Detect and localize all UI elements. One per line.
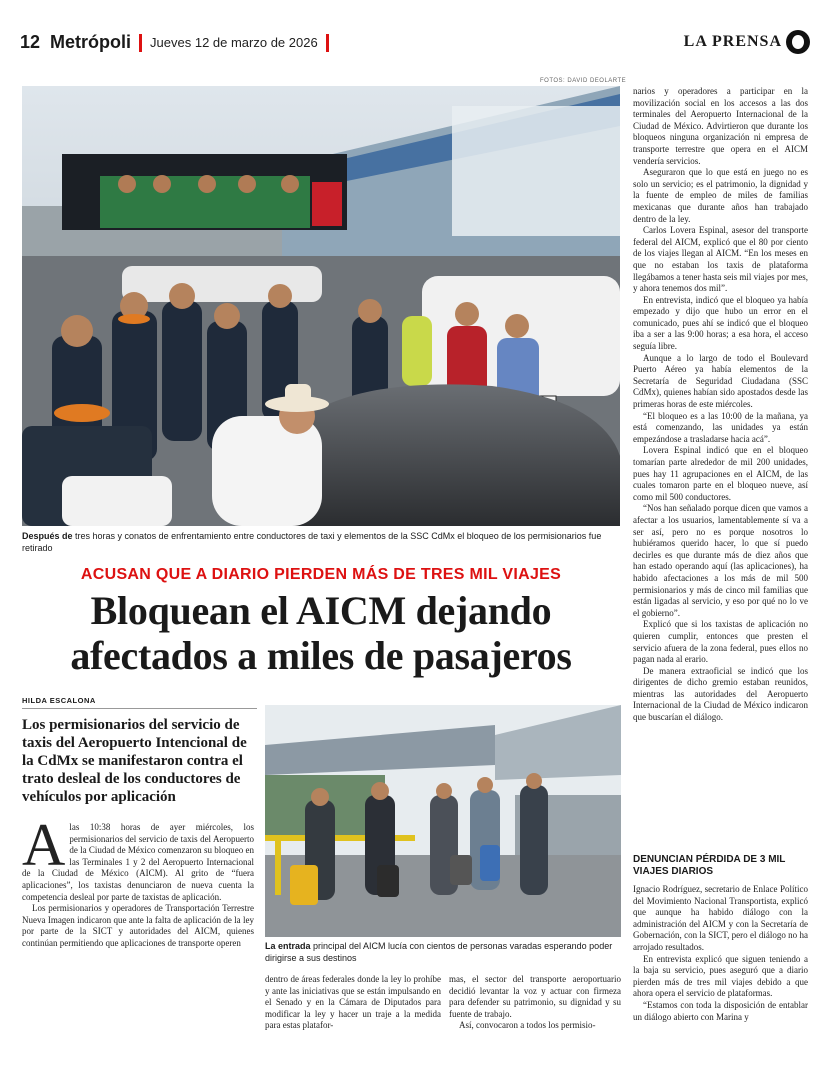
body-paragraph: las 10:38 horas de ayer miércoles, los permisionarios del servicio de taxis del Aeropuerto de la Ciudad de México comenzaron su bloqueo en las Terminales 1 y 2 del Aeropuerto Internacional de la Ciudad de México (AICM). Al grito de “fuera aplicaciones”, los taxistas denunciaron de nueva cuenta la competencia desleal por parte de taxistas de aplicación. xyxy=(22,822,254,902)
masthead-title: LA PRENSA xyxy=(683,33,782,50)
body-paragraph: Explicó que si los taxistas de aplicación no quieren cumplir, entonces que presten el servicio afuera de la zona federal, pues ellos no pagan nada al erario. xyxy=(633,619,808,665)
body-paragraph: Los permisionarios y operadores de Transportación Terrestre Nueva Imagen indicaron que ante la falta de aplicación de la ley por parte de la SICT y autoridades del AICM, quienes continúan permitiendo que aplicaciones de transporte operen xyxy=(22,903,254,948)
kicker: ACUSAN QUE A DIARIO PIERDEN MÁS DE TRES MIL VIAJES xyxy=(80,566,562,583)
body-paragraph: Aunque a lo largo de todo el Boulevard Puerto Aéreo ya había elementos de la Secretaría de Seguridad Ciudadana (SSC CdMx), quienes habían sido apostados desde las primeras horas de este miércoles. xyxy=(633,352,808,410)
byline: HILDA ESCALONA xyxy=(22,696,96,705)
body-paragraph: Aseguraron que lo que está en juego no es solo un servicio; es el patrimonio, la dignidad y la fuente de empleo de miles de familias mexicanas que durante años han trabajado dentro de la ley. xyxy=(633,167,808,224)
byline-rule xyxy=(22,708,257,709)
body-paragraph: En entrevista, indicó que el bloqueo ya había empezado y dijo que hubo un error en el comunicado, pues ahí se indicó que el bloqueo iba a ser a las 9:00 horas; a esa hora, el acceso seguía libre. xyxy=(633,294,808,352)
headline-line: afectados a miles de pasajeros xyxy=(70,633,572,678)
body-column-middle-2 xyxy=(449,974,621,1032)
separator-bar xyxy=(326,34,329,52)
body-column-left xyxy=(22,812,254,950)
subhead: DENUNCIAN PÉRDIDA DE 3 MIL VIAJES DIARIOS xyxy=(633,854,786,877)
terminal-entrance-illustration xyxy=(265,705,621,937)
body-paragraph: Lovera Espinal indicó que en el bloqueo tomarían parte alrededor de mil 200 unidades, pues hay 11 agrupaciones en el AICM, de las cuales tomaron parte en el bloqueo nueve, así como mil 500 conductores. xyxy=(633,445,808,502)
page-header xyxy=(20,30,810,60)
body-paragraph: Carlos Lovera Espinal, asesor del transporte federal del AICM, explicó que el 80 por ciento de los viajes llegan al AICM. “En los meses en que no estaban los taxis de plataforma llegábamos a tener hasta seis mil viajes por mes, y ahora tenemos dos mil”. xyxy=(633,225,808,294)
body-column-right xyxy=(633,86,808,724)
airport-blockade-illustration xyxy=(22,86,620,526)
body-paragraph: Así, convocaron a todos los permisio- xyxy=(459,1020,596,1031)
deck: Los permisionarios del servicio de taxis del Aeropuerto Intencional de la CdMx se manifestaron contra el trato desleal de los conductores de vehículos por aplicación xyxy=(22,717,247,805)
body-paragraph: dentro de áreas federales donde la ley lo prohíbe y ante las iniciativas que se están impulsando en el Senado y en la Cámara de Diputados para modificar la ley y hacer un traje a la medida para estas platafor- xyxy=(265,974,441,1031)
headline-line: Bloquean el AICM dejando xyxy=(90,588,552,633)
body-paragraph: narios y operadores a participar en la movilización social en los accesos a las dos terminales del Aeropuerto Internacional de la Ciudad de México. Advirtieron que durante los bloqueos ninguna organización ni empresa de transporte terrestre que opera en el AICM vendería servicios. xyxy=(633,86,808,166)
secondary-photo-caption xyxy=(265,940,621,964)
body-paragraph: De manera extraoficial se indicó que los dirigentes de dicho gremio estaban reunidos, mientras las autoridades del Aeropuerto Internacional de la Ciudad de México indicaron que buscarían el diálogo. xyxy=(633,665,808,723)
folio xyxy=(20,32,337,53)
photo-credit: FOTOS: DAVID DEOLARTE xyxy=(540,78,627,84)
masthead xyxy=(684,30,810,54)
body-paragraph: “Estamos con toda la disposición de entablar un diálogo abierto con Marina y xyxy=(633,999,808,1022)
main-photo-caption xyxy=(22,530,620,554)
body-paragraph: Ignacio Rodríguez, secretario de Enlace Político del Movimiento Nacional Transportista, explicó que aunque ha habido diálogo con la administración del AICM y con la Secretaría de Gobernación, con la SICT, pero el diálogo no ha arrojado resultados. xyxy=(633,884,808,952)
headline xyxy=(22,588,620,678)
body-paragraph: “El bloqueo es a las 10:00 de la mañana, ya está comenzando, las unidades ya están empezándose a trasladarse hacia acá”. xyxy=(633,410,808,444)
body-column-middle-1 xyxy=(265,974,441,1032)
caption-lead: Después de xyxy=(22,531,73,541)
publication-date: Jueves 12 de marzo de 2026 xyxy=(150,35,318,50)
body-column-right-bottom xyxy=(633,884,808,1023)
page-number: 12 xyxy=(20,32,41,52)
caption-lead: La entrada xyxy=(265,941,311,951)
body-paragraph: “Nos han señalado porque dicen que vamos a afectar a los usuarios, lamentablemente sí va a ser así, pero no es porque nosotros lo hubiéramos querido hacer, lo que sí puedo decirles es que durante más de diez años que han estado operando aquí (las aplicaciones), ha habido afectaciones a los más de mil 500 permisionarios y más de cinco mil familias que están ligadas al servicio, y eso por qué no lo ve el gobierno”. xyxy=(633,503,808,618)
secondary-photo xyxy=(265,705,621,937)
masthead-logo-icon xyxy=(786,30,810,54)
body-paragraph: En entrevista explicó que siguen teniendo a la baja su servicio, pues aseguró que a diario pierden más de tres mil viajes debido a que ahora opera el servicio de plataformas. xyxy=(633,953,808,999)
main-photo xyxy=(22,86,620,526)
caption-text: principal del AICM lucía con cientos de personas varadas esperando poder dirigirse a sus destinos xyxy=(265,941,613,963)
dropcap: A xyxy=(22,812,66,878)
body-paragraph: mas, el sector del transporte aeroportuario decidió levantar la voz y actuar con firmeza para defender su patrimonio, su dignidad y su fuente de trabajo. xyxy=(449,974,621,1019)
caption-text: tres horas y conatos de enfrentamiento entre conductores de taxi y elementos de la SSC CdMx el bloqueo de los permisionarios fue retirado xyxy=(22,531,602,553)
section-name: Metrópoli xyxy=(50,32,132,52)
separator-bar xyxy=(139,34,142,52)
